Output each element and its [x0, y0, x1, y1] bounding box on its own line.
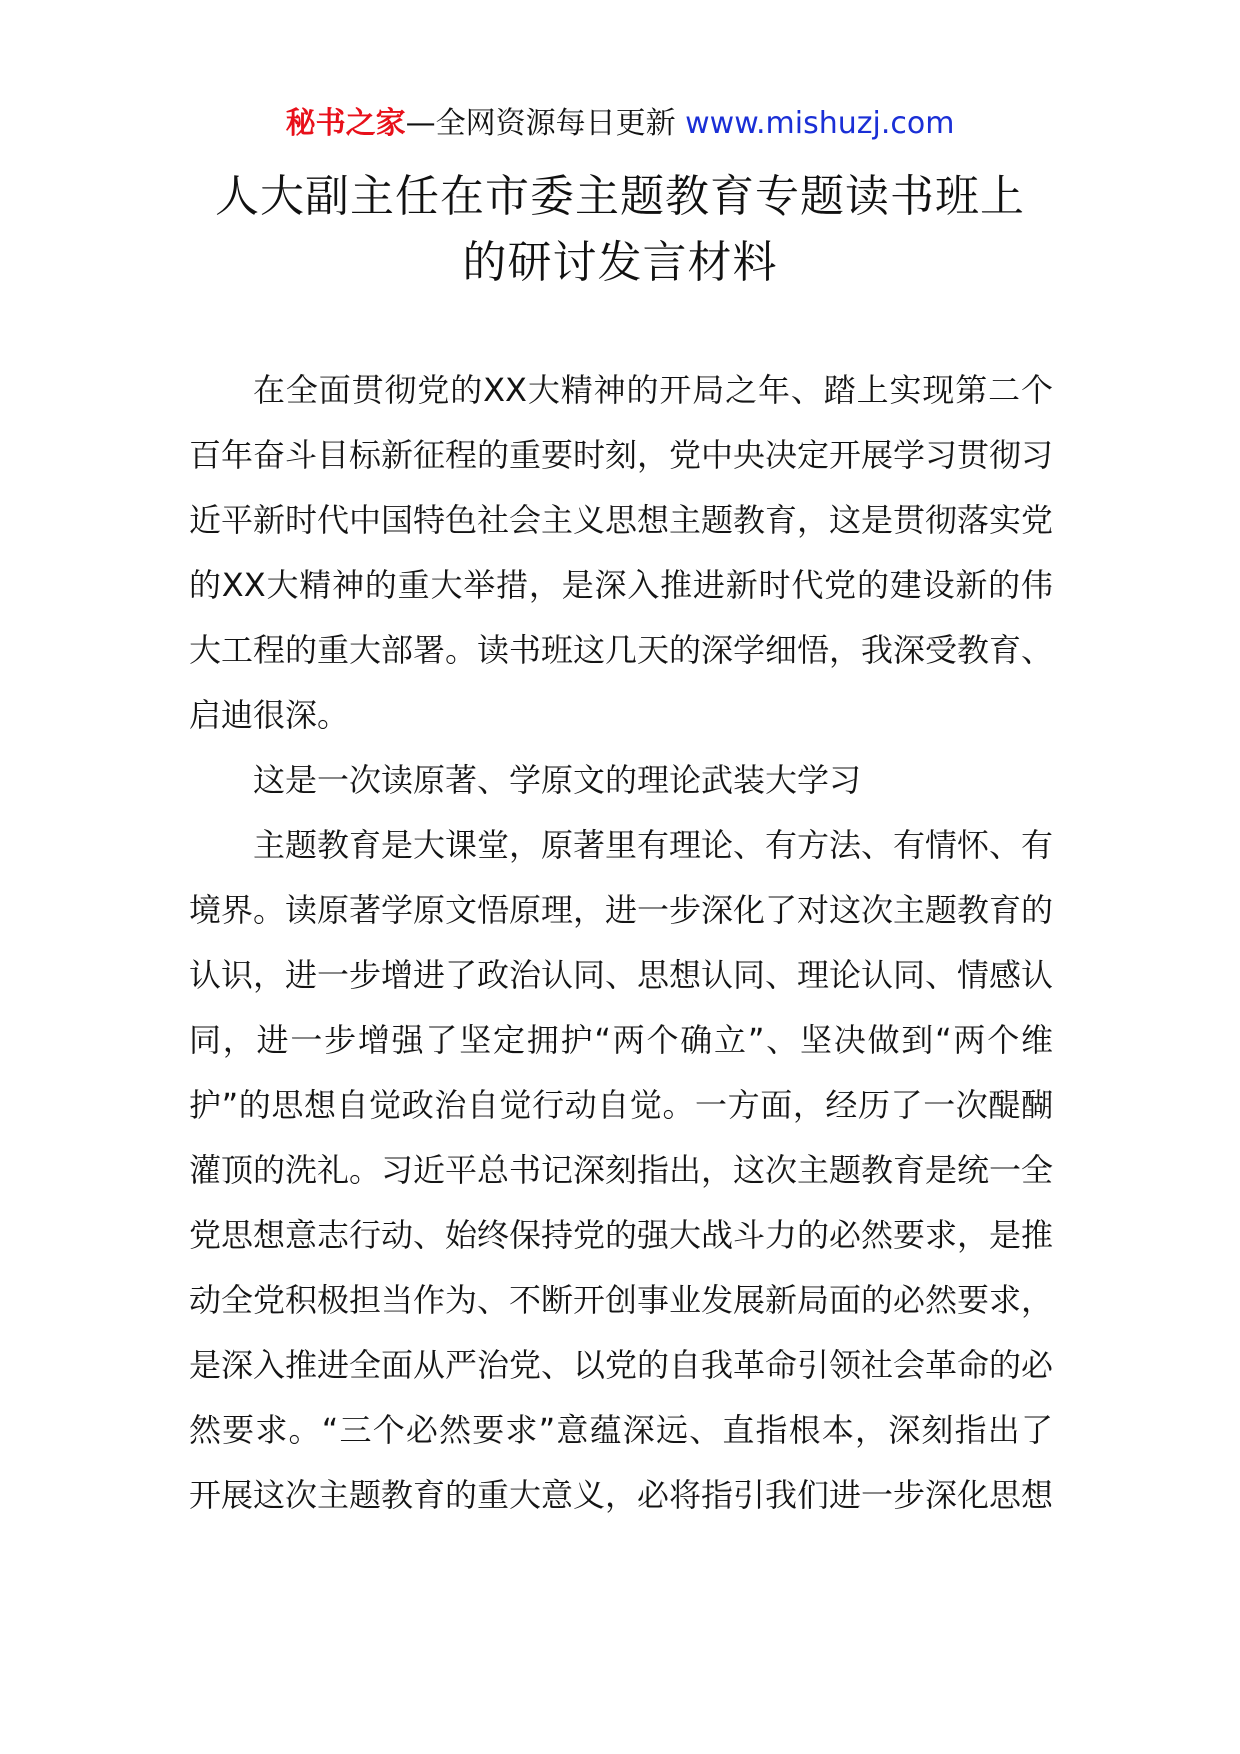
- paragraph-intro: 在全面贯彻党的XX大精神的开局之年、踏上实现第二个百年奋斗目标新征程的重要时刻，党中央决定开展学习贯彻习近平新时代中国特色社会主义思想主题教育，这是贯彻落实党的XX大精神的重大举措，是深入推进新时代党的建设新的伟大工程的重大部署。读书班这几天的深学细悟，我深受教育、启迪很深。: [189, 371, 1054, 734]
- title-line-1: 人大副主任在市委主题教育专题读书班上: [215, 171, 1025, 222]
- paragraph-main: 主题教育是大课堂，原著里有理论、有方法、有情怀、有境界。读原著学原文悟原理，进一步深化了对这次主题教育的认识，进一步增进了政治认同、思想认同、理论认同、情感认同，进一步增强了坚定拥护“两个确立”、坚决做到“两个维护”的思想自觉政治自觉行动自觉。一方面，经历了一次醍醐灌顶的洗礼。习近平总书记深刻指出，这次主题教育是统一全党思想意志行动、始终保持党的强大战斗力的必然要求，是推动全党积极担当作为、不断开创事业发展新局面的必然要求，是深入推进全面从严治党、以党的自我革命引领社会革命的必然要求。“三个必然要求”意蕴深远、直指根本，深刻指出了开展这次主题教育的重大意义，必将指引我们进一步深化思想: [189, 826, 1054, 1514]
- document-title: [190, 164, 1050, 296]
- header-slogan: —全网资源每日更新: [405, 106, 686, 141]
- brand-name: 秘书之家: [285, 106, 406, 141]
- title-line-2: 的研讨发言材料: [462, 237, 778, 288]
- section-heading: 这是一次读原著、学原文的理论武装大学习: [253, 761, 862, 799]
- document-body: [189, 358, 1053, 1528]
- site-header: [0, 104, 1240, 144]
- website-link[interactable]: www.mishuzj.com: [685, 106, 955, 141]
